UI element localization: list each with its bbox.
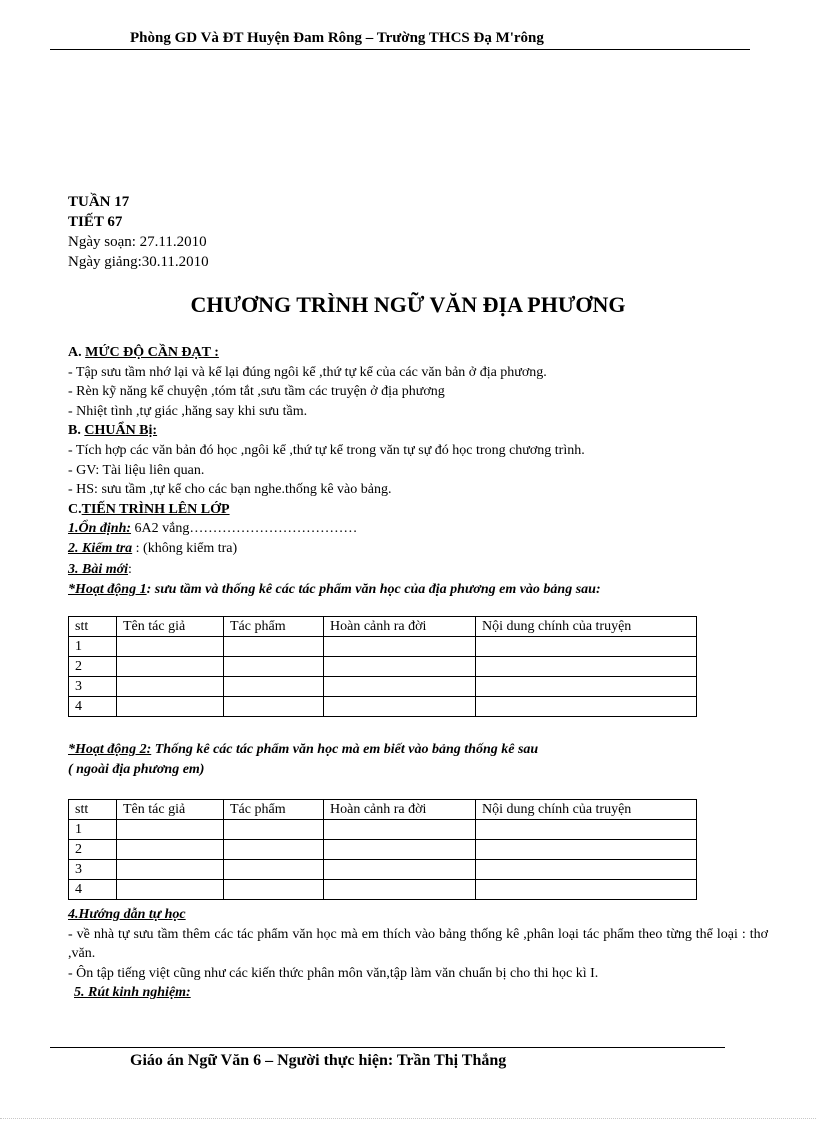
section-5 <box>68 983 768 1003</box>
table-cell: 4 <box>69 880 117 900</box>
item-3 <box>68 560 768 580</box>
table-cell <box>224 840 324 860</box>
table-cell <box>476 860 697 880</box>
table-header-cell: Nội dung chính của truyện <box>476 800 697 820</box>
section-c-title: TIẾN TRÌNH LÊN LỚP <box>81 501 230 517</box>
table-cell: 1 <box>69 820 117 840</box>
section-b-prefix: B. <box>68 423 85 439</box>
table-cell <box>476 657 697 677</box>
section-4-line: - Ôn tập tiếng việt cũng như các kiến thức phân môn văn,tập làm văn chuẩn bị cho thi học kì I. <box>68 965 599 981</box>
section-a-title: MỨC ĐỘ CẦN ĐẠT : <box>85 345 219 360</box>
item-2-label: 2. Kiểm tra <box>68 540 133 556</box>
section-4-label: 4.Hướng dẫn tự học <box>68 907 186 922</box>
section-b-line: - GV: Tài liệu liên quan. <box>68 462 205 478</box>
table-row <box>69 860 697 880</box>
teach-date: Ngày giảng:30.11.2010 <box>68 254 209 270</box>
table-header-cell: Hoàn cảnh ra đời <box>324 800 476 820</box>
table-cell <box>324 880 476 900</box>
table-header-cell: Nội dung chính của truyện <box>476 617 697 637</box>
table-cell <box>117 657 224 677</box>
table-cell <box>324 677 476 697</box>
table-header-cell: stt <box>69 800 117 820</box>
item-2 <box>68 539 768 559</box>
table-cell: 3 <box>69 677 117 697</box>
activity-2-label: *Hoạt động 2: <box>68 742 152 757</box>
table-cell: 4 <box>69 697 117 717</box>
header-rule <box>50 49 750 50</box>
table-cell <box>117 820 224 840</box>
table-cell <box>476 820 697 840</box>
table-header-cell: Tác phẩm <box>224 800 324 820</box>
activity-1-text: : sưu tầm và thống kê các tác phẩm văn học của địa phương em vào bảng sau: <box>146 581 601 597</box>
table-cell <box>324 840 476 860</box>
table-header-row <box>69 800 697 820</box>
lesson-body-activity1 <box>68 560 768 599</box>
table-cell <box>117 697 224 717</box>
activity-2-text: Thống kê các tác phẩm văn học mà em biết vào bảng thống kê sau <box>151 742 539 757</box>
table-cell <box>117 860 224 880</box>
footer-rule <box>50 1047 725 1048</box>
section-b-line: - HS: sưu tầm ,tự kể cho các bạn nghe.thống kê vào bảng. <box>68 482 392 498</box>
table-cell <box>224 820 324 840</box>
table-cell <box>224 860 324 880</box>
table-cell: 3 <box>69 860 117 880</box>
lesson-body-bottom <box>68 905 768 1003</box>
activity-2-note: ( ngoài địa phương em) <box>68 761 205 777</box>
other-works-table <box>68 799 697 900</box>
section-a-line: - Rèn kỹ năng kể chuyện ,tóm tắt ,sưu tầm các truyện ở địa phương <box>68 384 445 400</box>
section-4-line: - về nhà tự sưu tầm thêm các tác phẩm văn học mà em thích vào bảng thống kê ,phân loại tác phẩm theo từng thể loại : thơ ,văn. <box>68 926 768 962</box>
page-footer: Giáo án Ngữ Văn 6 – Người thực hiện: Trần Thị Thắng <box>130 1052 507 1069</box>
table-cell <box>117 677 224 697</box>
table-row <box>69 820 697 840</box>
section-c-heading <box>68 500 768 520</box>
activity-1-label: *Hoạt động 1 <box>68 581 147 597</box>
section-a-line: - Nhiệt tình ,tự giác ,hăng say khi sưu tầm. <box>68 403 308 419</box>
table-cell <box>324 860 476 880</box>
table-cell <box>224 697 324 717</box>
period-label: TIẾT 67 <box>68 214 123 230</box>
table-cell <box>224 880 324 900</box>
table-cell <box>476 840 697 860</box>
item-1 <box>68 519 768 539</box>
activity-1 <box>68 580 768 600</box>
table-row <box>69 657 697 677</box>
table-cell <box>324 637 476 657</box>
table-row <box>69 880 697 900</box>
table-row <box>69 840 697 860</box>
table-header-cell: Tác phẩm <box>224 617 324 637</box>
section-5-label: 5. Rút kinh nghiệm: <box>74 985 191 1001</box>
week-label: TUẦN 17 <box>68 194 130 210</box>
item-3-text: : <box>128 562 132 577</box>
compose-date: Ngày soạn: 27.11.2010 <box>68 234 207 250</box>
page-header: Phòng GD Và ĐT Huyện Đam Rông – Trường THCS Đạ M'rông <box>130 30 544 46</box>
section-b-line: - Tích hợp các văn bản đó học ,ngôi kể ,thứ tự kể trong văn tự sự đó học trong chương trình. <box>68 442 585 458</box>
section-a-prefix: A. <box>68 345 86 360</box>
table-cell <box>476 697 697 717</box>
table-header-cell: Tên tác giả <box>117 800 224 820</box>
item-1-label: 1.Ổn định: <box>68 521 132 537</box>
section-b-title: CHUẨN Bị: <box>84 423 158 439</box>
page-edge <box>0 1118 816 1119</box>
section-a-heading <box>68 343 768 363</box>
table-cell <box>117 637 224 657</box>
table-row <box>69 637 697 657</box>
table-cell <box>224 657 324 677</box>
item-1-text: 6A2 vắng……………………………… <box>131 521 358 537</box>
lesson-body-top <box>68 343 768 559</box>
item-2-text: : (không kiểm tra) <box>132 540 238 556</box>
table-cell <box>324 697 476 717</box>
activity-2 <box>68 740 768 760</box>
table-header-cell: stt <box>69 617 117 637</box>
lesson-meta <box>68 192 209 272</box>
table-row <box>69 697 697 717</box>
table-cell <box>117 840 224 860</box>
section-c-prefix: C. <box>68 501 82 517</box>
table-cell <box>224 677 324 697</box>
table-cell <box>324 820 476 840</box>
table-cell <box>224 637 324 657</box>
section-a-line: - Tập sưu tầm nhớ lại và kể lại đúng ngôi kể ,thứ tự kể của các văn bản ở địa phương. <box>68 364 547 380</box>
table-header-cell: Hoàn cảnh ra đời <box>324 617 476 637</box>
table-cell: 1 <box>69 637 117 657</box>
table-cell: 2 <box>69 657 117 677</box>
item-3-label: 3. Bài mới <box>68 562 129 577</box>
table-cell <box>324 657 476 677</box>
table-cell <box>117 880 224 900</box>
local-works-table <box>68 616 697 717</box>
table-row <box>69 677 697 697</box>
table-cell <box>476 637 697 657</box>
table-header-cell: Tên tác giả <box>117 617 224 637</box>
table-cell <box>476 677 697 697</box>
lesson-body-activity2 <box>68 740 768 779</box>
table-header-row <box>69 617 697 637</box>
table-cell <box>476 880 697 900</box>
section-b-heading <box>68 421 768 441</box>
document-title: CHƯƠNG TRÌNH NGỮ VĂN ĐỊA PHƯƠNG <box>190 292 626 317</box>
table-cell: 2 <box>69 840 117 860</box>
